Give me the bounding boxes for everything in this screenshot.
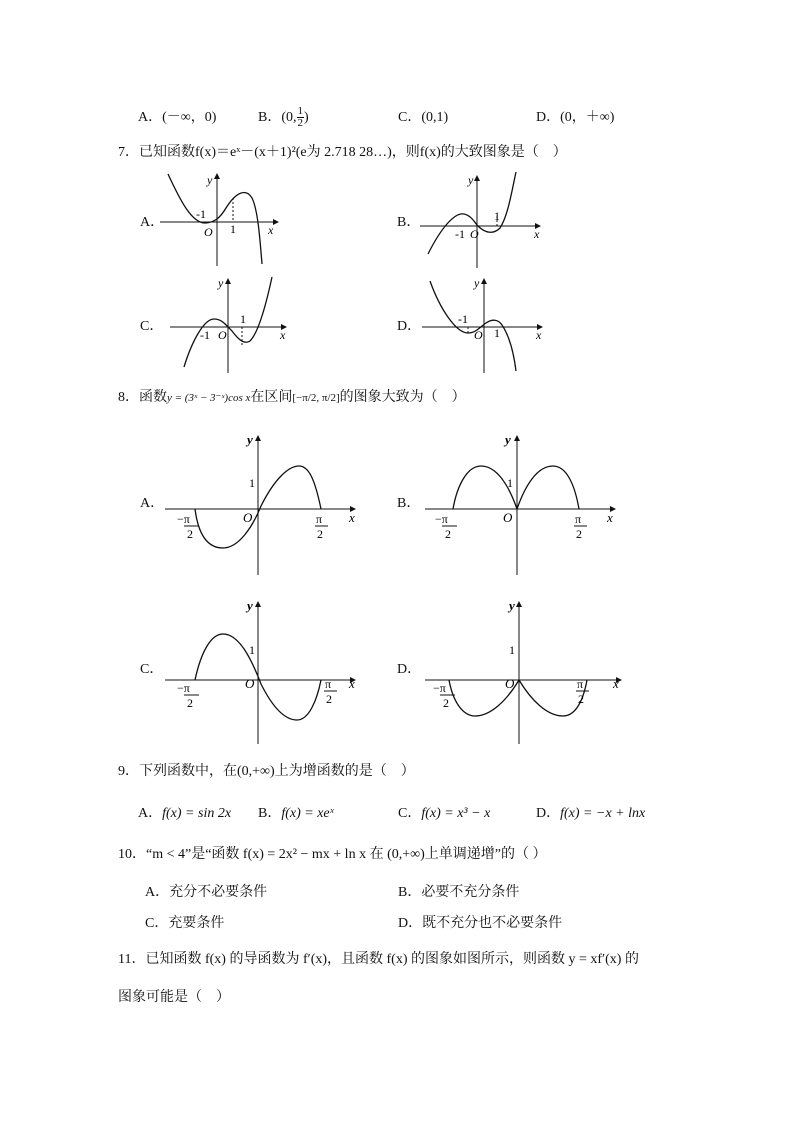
q7-graph-d[interactable] <box>422 275 552 375</box>
q7-label-b[interactable]: B． <box>397 215 421 230</box>
x-label: x <box>280 328 286 342</box>
q8-graph-b[interactable] <box>425 430 625 580</box>
option-value: (0，＋∞) <box>560 110 615 125</box>
q10-option-b[interactable] <box>398 884 519 902</box>
curve <box>453 466 579 509</box>
option-value: f(x) = x³ − x <box>421 806 491 821</box>
curve <box>430 281 516 371</box>
option-value: f(x) = −x + lnx <box>560 806 646 821</box>
q6-option-c[interactable] <box>398 109 448 127</box>
tick-two: 2 <box>187 527 193 541</box>
option-letter: A． <box>145 885 170 900</box>
tick-pi: π <box>316 512 323 526</box>
origin-label: O <box>474 328 483 342</box>
stem-function: y = (3ˣ − 3⁻ˣ)cos x <box>167 392 251 404</box>
option-letter: D． <box>398 916 423 931</box>
stem-post: 的图象大致为（ ） <box>339 390 466 405</box>
q11-stem-line2: 图象可能是（ ） <box>118 990 230 1005</box>
option-value: 既不充分也不必要条件 <box>422 916 563 931</box>
x-label: x <box>613 676 619 691</box>
tick-two: 2 <box>326 692 332 706</box>
y-label: y <box>247 432 253 447</box>
option-value: f(x) = sin 2x <box>162 806 232 821</box>
tick-neg1: -1 <box>196 207 206 221</box>
origin-label: O <box>243 510 253 525</box>
x-label: x <box>349 676 355 691</box>
q7-label-a[interactable]: A． <box>140 215 165 230</box>
origin-label: O <box>505 676 515 691</box>
option-letter: A． <box>138 110 163 125</box>
q7-graph-b[interactable] <box>420 170 550 270</box>
tick-pi: π <box>575 512 582 526</box>
option-letter: B． <box>398 885 422 900</box>
y-label: y <box>468 173 474 187</box>
q9-option-c[interactable] <box>398 805 490 823</box>
option-value: (0,1) <box>421 110 449 125</box>
option-letter: B． <box>258 806 282 821</box>
tick-1: 1 <box>507 476 513 490</box>
tick-two: 2 <box>187 696 193 710</box>
q7-graph-a[interactable] <box>160 170 290 270</box>
frac-num: 1 <box>297 105 304 118</box>
option-value: 充分不必要条件 <box>169 885 268 900</box>
tick-1: 1 <box>494 209 500 223</box>
option-letter: C． <box>398 110 422 125</box>
tick-neg1: -1 <box>200 328 210 342</box>
q9-stem: 9．下列函数中，在(0,+∞)上为增函数的是（ ） <box>118 764 415 779</box>
tick-two: 2 <box>445 527 451 541</box>
tick-two: 2 <box>576 527 582 541</box>
q8-label-b[interactable]: B． <box>397 496 421 511</box>
option-value: 必要不充分条件 <box>421 885 520 900</box>
q7-label-c[interactable]: C． <box>140 319 164 334</box>
tick-neg1: -1 <box>455 227 465 241</box>
q8-stem <box>118 389 466 407</box>
option-value: f(x) = xeˣ <box>281 806 334 821</box>
tick-1: 1 <box>249 643 255 657</box>
origin-label: O <box>204 225 213 239</box>
y-label: y <box>218 276 224 290</box>
q9-option-a[interactable] <box>138 805 231 823</box>
tick-1: 1 <box>494 326 500 340</box>
q8-label-c[interactable]: C． <box>140 662 164 677</box>
frac-den: 2 <box>297 117 304 130</box>
tick-two: 2 <box>443 696 449 710</box>
y-label: y <box>509 598 515 613</box>
q6-option-b[interactable] <box>258 100 309 136</box>
origin-label: O <box>470 227 479 241</box>
y-label: y <box>207 173 213 187</box>
q8-graph-c[interactable] <box>165 596 365 746</box>
q7-graph-c[interactable] <box>170 275 300 375</box>
stem-pre: 8．函数 <box>118 390 167 405</box>
option-letter: D． <box>536 806 561 821</box>
q7-stem: 7．已知函数f(x)＝eˣ－(x＋1)²(e为 2.718 28…)，则f(x)的大致图象是（ ） <box>118 145 567 160</box>
y-label: y <box>474 276 480 290</box>
stem-mid: 在区间 <box>250 390 293 405</box>
curve <box>168 174 262 264</box>
y-label: y <box>505 432 511 447</box>
tick-pi: π <box>577 677 584 691</box>
close-paren: ) <box>304 110 309 125</box>
option-value: (－∞，0) <box>162 110 217 125</box>
tick-neg-pi: −π <box>177 512 190 526</box>
tick-1: 1 <box>509 643 515 657</box>
tick-pi: π <box>325 677 332 691</box>
option-letter: C． <box>398 806 422 821</box>
y-label: y <box>247 598 253 613</box>
x-label: x <box>534 227 540 241</box>
curve <box>449 680 587 716</box>
q10-stem: 10．“m < 4”是“函数 f(x) = 2x² − mx + ln x 在 (0,+∞)上单调递增”的（ ） <box>118 847 547 862</box>
x-label: x <box>268 223 274 237</box>
q6-option-d[interactable] <box>536 109 614 127</box>
x-label: x <box>607 510 613 525</box>
tick-neg-pi: −π <box>433 681 446 695</box>
tick-two: 2 <box>317 527 323 541</box>
tick-two: 2 <box>578 692 584 706</box>
fraction <box>297 106 305 129</box>
q6-option-a[interactable] <box>138 109 216 127</box>
q8-graph-d[interactable] <box>425 596 625 746</box>
option-value: (0, <box>281 110 297 125</box>
q10-option-a[interactable] <box>145 884 267 902</box>
tick-1: 1 <box>249 476 255 490</box>
q10-option-d[interactable] <box>398 915 562 933</box>
tick-1: 1 <box>230 222 236 236</box>
stem-interval: [−π/2, π/2] <box>292 392 340 404</box>
origin-label: O <box>218 328 227 342</box>
q7-label-d[interactable]: D． <box>397 319 422 334</box>
q11-stem-line1: 11．已知函数 f(x) 的导函数为 f′(x)，且函数 f(x) 的图象如图所示，则函数 y = xf′(x) 的 <box>118 952 639 967</box>
origin-label: O <box>503 510 513 525</box>
tick-neg-pi: −π <box>435 512 448 526</box>
x-label: x <box>349 510 355 525</box>
q8-label-a[interactable]: A． <box>140 496 165 511</box>
x-label: x <box>536 328 542 342</box>
q10-option-c[interactable] <box>145 915 224 933</box>
option-letter: B． <box>258 110 282 125</box>
option-letter: C． <box>145 916 169 931</box>
tick-neg1: -1 <box>458 312 468 326</box>
tick-neg-pi: −π <box>177 681 190 695</box>
q9-option-b[interactable] <box>258 805 334 823</box>
option-letter: D． <box>536 110 561 125</box>
origin-label: O <box>245 676 255 691</box>
option-letter: A． <box>138 806 163 821</box>
option-value: 充要条件 <box>168 916 225 931</box>
q8-label-d[interactable]: D． <box>397 662 422 677</box>
q8-graph-a[interactable] <box>165 430 365 580</box>
tick-1: 1 <box>240 312 246 326</box>
q9-option-d[interactable] <box>536 805 645 823</box>
